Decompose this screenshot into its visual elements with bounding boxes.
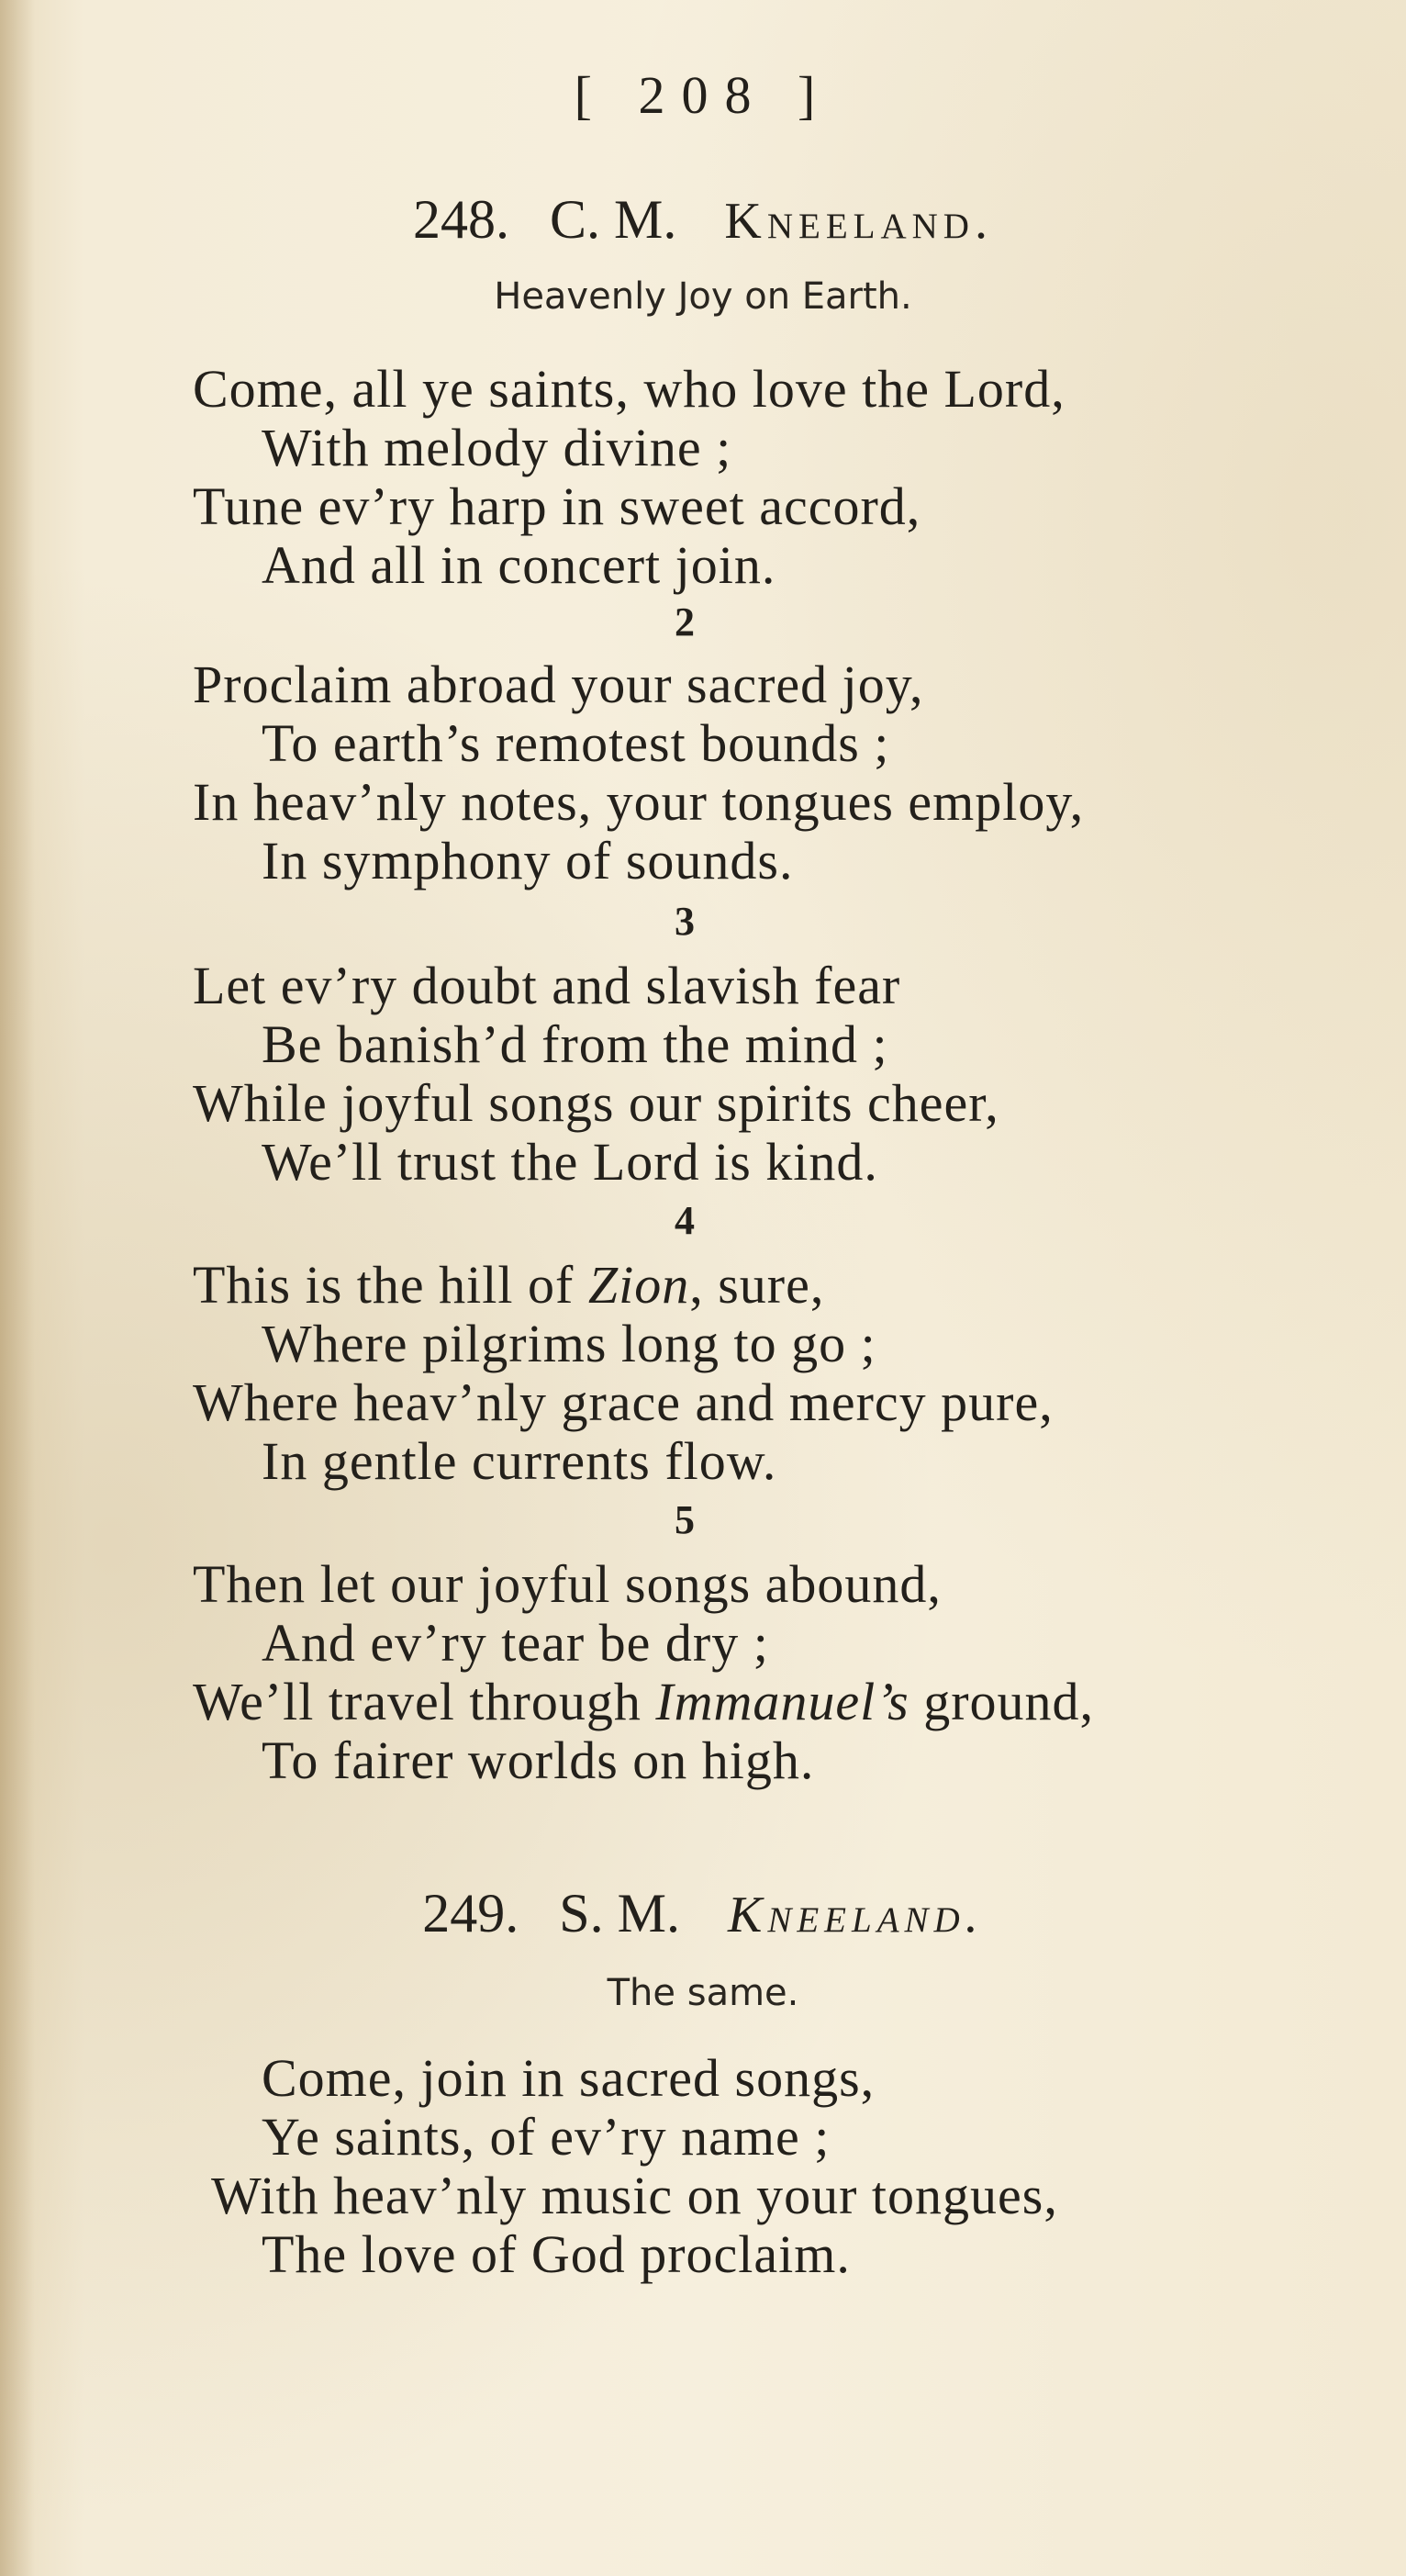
verse-line: In gentle currents flow. — [262, 1431, 777, 1491]
verse-line: Proclaim abroad your sacred joy, — [193, 655, 924, 714]
verse-line: We’ll trust the Lord is kind. — [262, 1132, 878, 1192]
verse-line: And all in concert join. — [262, 535, 776, 595]
hymn-meter: C. M. — [550, 189, 677, 250]
verse-line: Where pilgrims long to go ; — [262, 1314, 876, 1373]
page-number: [ 208 ] — [574, 65, 832, 125]
verse-line: In symphony of sounds. — [262, 831, 794, 890]
verse-line-italic: Zion — [587, 1255, 690, 1315]
verse-line-text: , sure, — [689, 1255, 825, 1315]
verse-line: Come, all ye saints, who love the Lord, — [193, 359, 1066, 419]
verse-number: 5 — [675, 1497, 695, 1542]
verse-line — [193, 1254, 824, 1316]
verse-line-italic: Immanuel’s — [655, 1672, 909, 1731]
verse-line: Then let our joyful songs abound, — [193, 1554, 942, 1614]
verse-number: 2 — [675, 599, 695, 644]
verse-line — [193, 1671, 1094, 1732]
verse-line-text: We’ll travel through — [193, 1672, 656, 1731]
hymn-249-heading — [0, 1882, 1406, 1945]
verse-line: Be banish’d from the mind ; — [262, 1014, 888, 1074]
verse-line: Tune ev’ry harp in sweet accord, — [193, 476, 921, 536]
hymn-249-title: The same. — [607, 1972, 799, 2014]
verse-line: The love of God proclaim. — [262, 2224, 851, 2284]
hymn-248-heading — [0, 188, 1406, 252]
hymn-248-title: Heavenly Joy on Earth. — [494, 275, 912, 318]
hymn-number: 249. — [422, 1883, 519, 1943]
hymn-composer: Kneeland. — [724, 193, 993, 250]
verse-line: And ev’ry tear be dry ; — [262, 1613, 769, 1673]
verse-line: Where heav’nly grace and mercy pure, — [193, 1372, 1054, 1432]
verse-number: 4 — [675, 1198, 695, 1243]
verse-line: While joyful songs our spirits cheer, — [193, 1073, 999, 1133]
verse-line: With heav’nly music on your tongues, — [211, 2166, 1058, 2225]
hymn-number: 248. — [413, 189, 510, 250]
verse-line: Let ev’ry doubt and slavish fear — [193, 956, 901, 1015]
page-edge-shading — [0, 0, 35, 2576]
verse-line: To earth’s remotest bounds ; — [262, 713, 890, 773]
hymn-meter: S. M. — [559, 1883, 680, 1943]
hymn-composer: Kneeland. — [728, 1887, 984, 1943]
verse-line: Ye saints, of ev’ry name ; — [262, 2107, 831, 2167]
verse-line: To fairer worlds on high. — [262, 1730, 815, 1790]
verse-number: 3 — [675, 899, 695, 944]
verse-line-text: ground, — [909, 1672, 1095, 1731]
verse-line: In heav’nly notes, your tongues employ, — [193, 772, 1085, 832]
verse-line: With melody divine ; — [262, 418, 732, 477]
verse-line: Come, join in sacred songs, — [262, 2048, 876, 2108]
verse-line-text: This is the hill of — [193, 1255, 588, 1315]
